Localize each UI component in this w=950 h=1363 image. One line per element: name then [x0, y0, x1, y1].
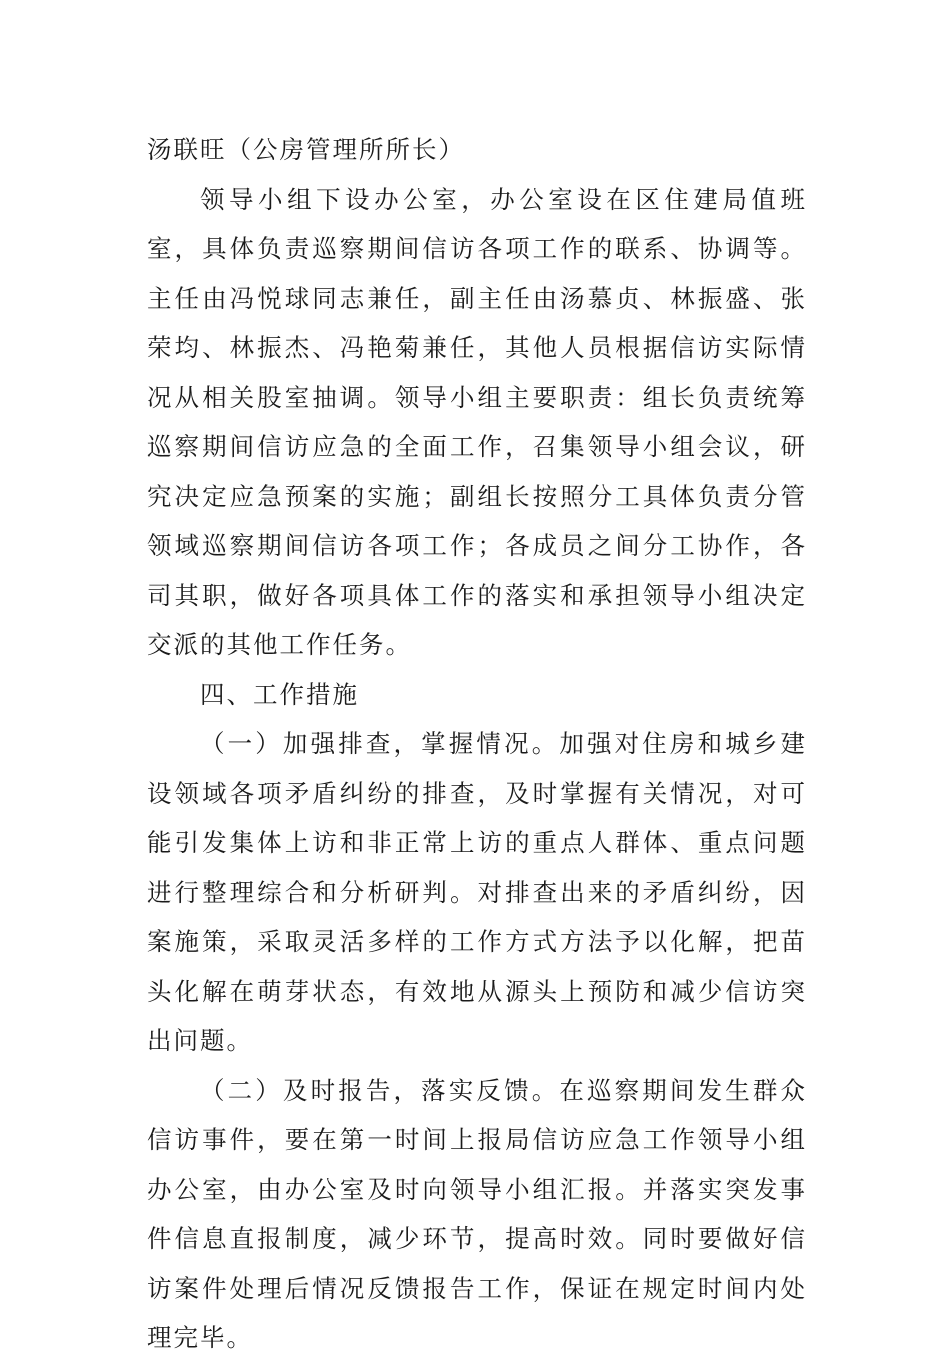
document-body — [147, 125, 807, 1363]
measure-1-paragraph: （一）加强排查，掌握情况。加强对住房和城乡建设领域各项矛盾纠纷的排查，及时掌握有关情况，对可能引发集体上访和非正常上访的重点人群体、重点问题进行整理综合和分析研判。对排查出来的矛盾纠纷，因案施策，采取灵活多样的工作方式方法予以化解，把苗头化解在萌芽状态，有效地从源头上预防和减少信访突出问题。 — [147, 729, 807, 1055]
office-paragraph: 领导小组下设办公室，办公室设在区住建局值班室，具体负责巡察期间信访各项工作的联系、协调等。主任由冯悦球同志兼任，副主任由汤慕贞、林振盛、张荣均、林振杰、冯艳菊兼任，其他人员根据信访实际情况从相关股室抽调。领导小组主要职责：组长负责统筹巡察期间信访应急的全面工作，召集领导小组会议，研究决定应急预案的实施；副组长按照分工具体负责分管领域巡察期间信访各项工作；各成员之间分工协作，各司其职，做好各项具体工作的落实和承担领导小组决定交派的其他工作任务。 — [147, 184, 807, 659]
section-heading: 四、工作措施 — [200, 679, 359, 709]
measure-2-paragraph: （二）及时报告，落实反馈。在巡察期间发生群众信访事件，要在第一时间上报局信访应急工作领导小组办公室，由办公室及时向领导小组汇报。并落实突发事件信息直报制度，减少环节，提高时效。同时要做好信访案件处理后情况反馈报告工作，保证在规定时间内处理完毕。 — [147, 1075, 807, 1352]
member-line: 汤联旺（公房管理所所长） — [147, 135, 465, 164]
